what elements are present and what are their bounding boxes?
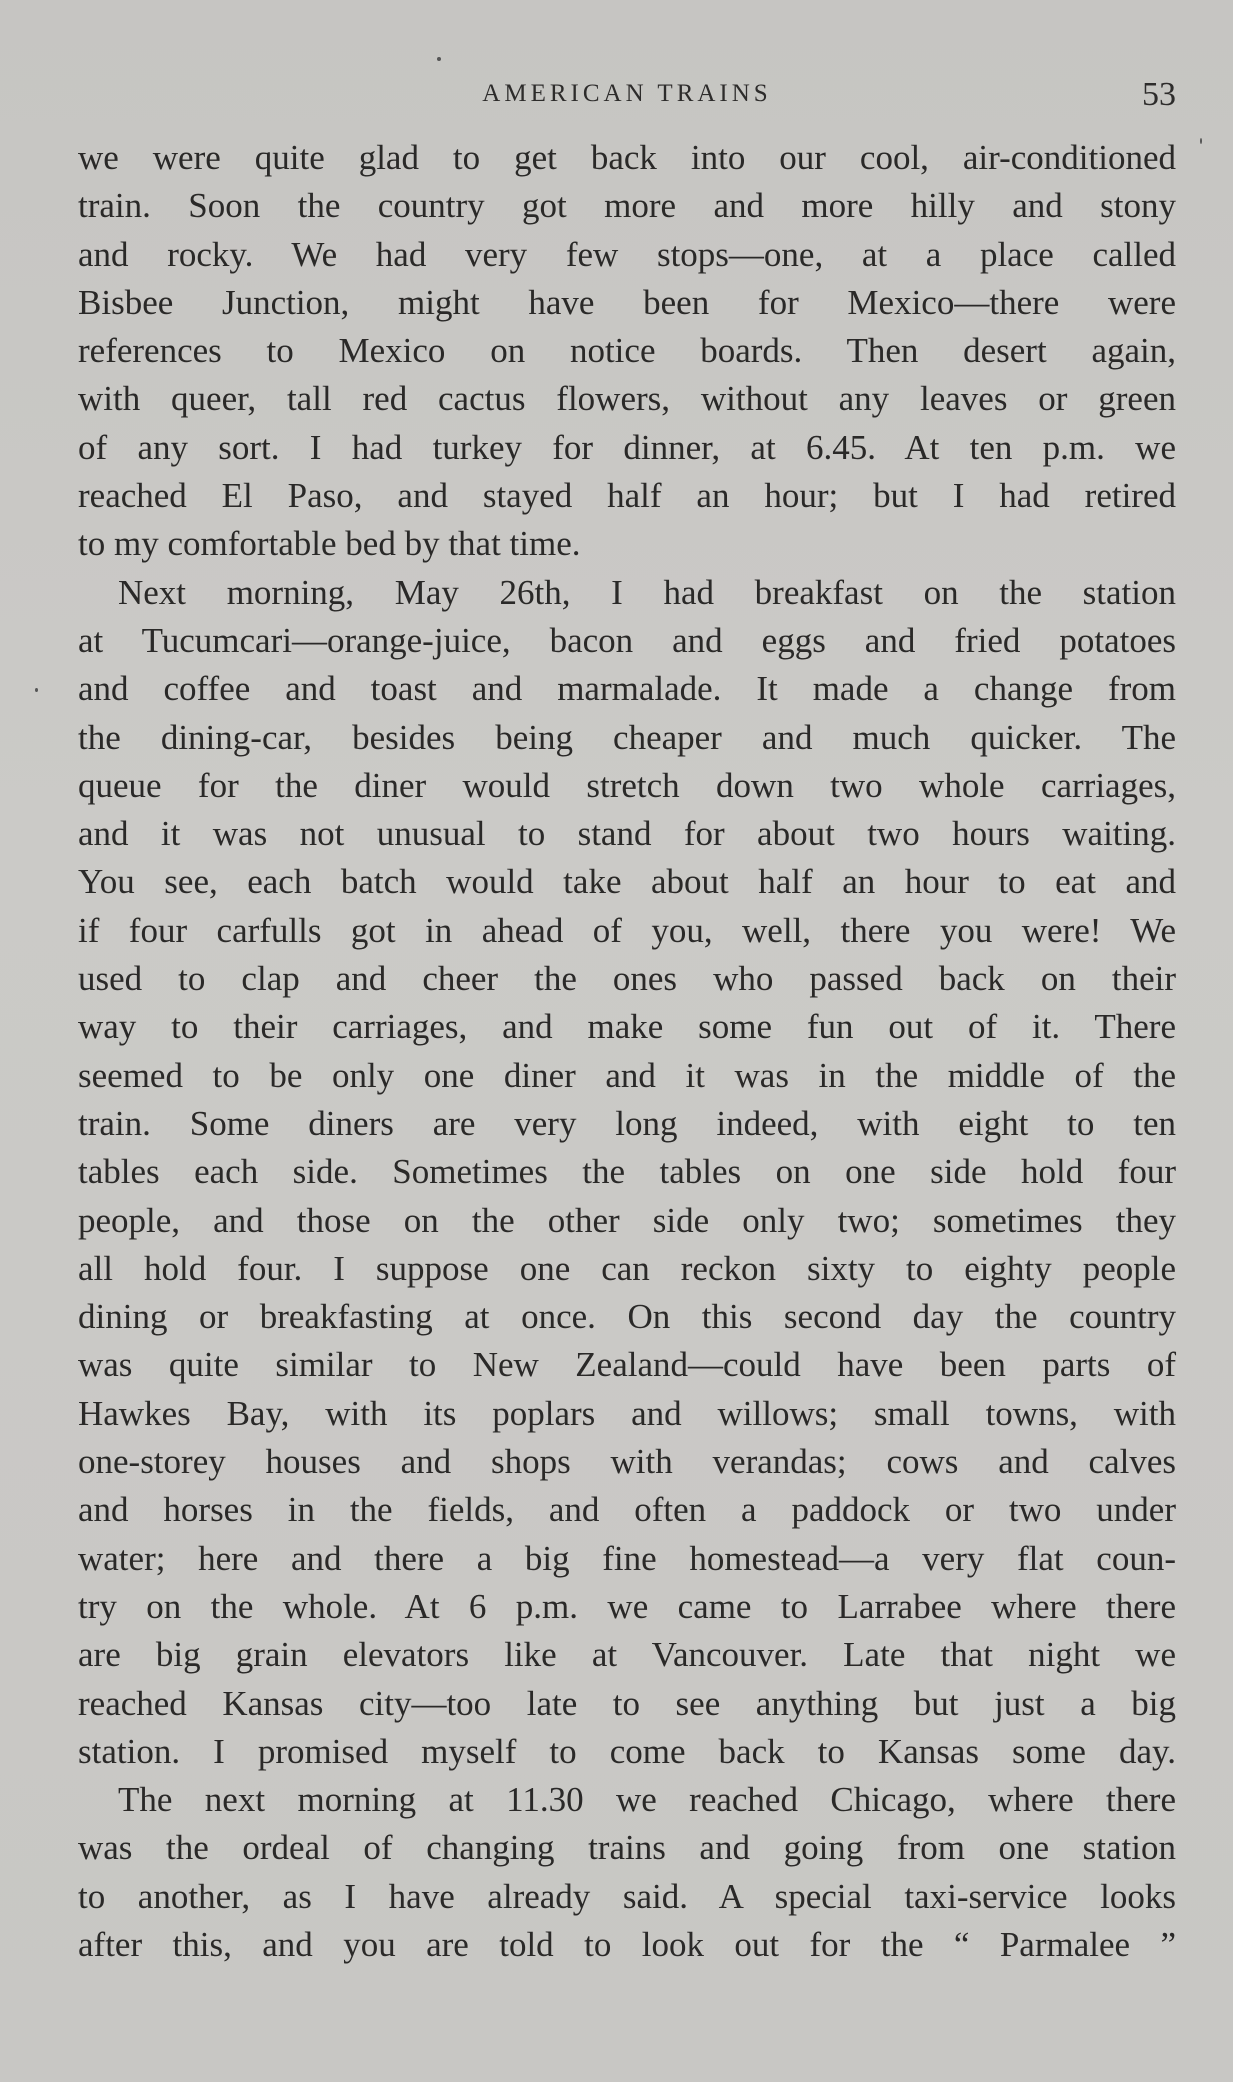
text-line: train. Soon the country got more and more hilly and stony (78, 186, 1176, 226)
text-line: The next morning at 11.30 we reached Chicago, where there (118, 1780, 1176, 1820)
text-line: to another, as I have already said. A special taxi-service looks (78, 1876, 1176, 1916)
text-line: was the ordeal of changing trains and going from one station (78, 1828, 1176, 1868)
text-line: all hold four. I suppose one can reckon sixty to eighty people (78, 1248, 1176, 1288)
text-line: of any sort. I had turkey for dinner, at 6.45. At ten p.m. we (78, 427, 1176, 467)
text-line: used to clap and cheer the ones who passed back on their (78, 959, 1176, 999)
text-line: if four carfulls got in ahead of you, well, there you were! We (78, 910, 1176, 950)
text-line: at Tucumcari—orange-juice, bacon and eggs and fried potatoes (78, 620, 1176, 660)
text-line: train. Some diners are very long indeed, with eight to ten (78, 1103, 1176, 1143)
page-header (78, 76, 1176, 120)
text-line: try on the whole. At 6 p.m. we came to Larrabee where there (78, 1586, 1176, 1626)
text-line: after this, and you are told to look out for the “ Parmalee ” (78, 1924, 1176, 1964)
body-text (78, 134, 1176, 1969)
text-line: with queer, tall red cactus flowers, without any leaves or green (78, 379, 1176, 419)
text-line: way to their carriages, and make some fun out of it. There (78, 1007, 1176, 1047)
paragraph-3 (78, 1776, 1176, 1969)
paragraph-1 (78, 134, 1176, 569)
paper-speck (35, 688, 38, 692)
text-line: one-storey houses and shops with verandas; cows and calves (78, 1442, 1176, 1482)
text-line: seemed to be only one diner and it was in the middle of the (78, 1055, 1176, 1095)
text-line: tables each side. Sometimes the tables on one side hold four (78, 1152, 1176, 1192)
paper-speck (437, 57, 441, 61)
text-line: Next morning, May 26th, I had breakfast on the station (118, 572, 1176, 612)
text-line: station. I promised myself to come back to Kansas some day. (78, 1731, 1176, 1771)
text-line: to my comfortable bed by that time. (78, 524, 581, 564)
page-number: 53 (1142, 76, 1176, 113)
text-line: dining or breakfasting at once. On this second day the country (78, 1297, 1176, 1337)
text-line: people, and those on the other side only two; sometimes they (78, 1200, 1176, 1240)
running-title: AMERICAN TRAINS (482, 80, 772, 107)
text-line: reached El Paso, and stayed half an hour; but I had retired (78, 476, 1176, 516)
text-line: You see, each batch would take about half an hour to eat and (78, 862, 1176, 902)
text-line: are big grain elevators like at Vancouver. Late that night we (78, 1635, 1176, 1675)
text-line: Bisbee Junction, might have been for Mexico—there were (78, 282, 1176, 322)
text-line: was quite similar to New Zealand—could have been parts of (78, 1345, 1176, 1385)
text-line: and horses in the fields, and often a paddock or two under (78, 1490, 1176, 1530)
paragraph-2 (78, 569, 1176, 1776)
text-line: Hawkes Bay, with its poplars and willows; small towns, with (78, 1393, 1176, 1433)
text-line: we were quite glad to get back into our cool, air-conditioned (78, 138, 1176, 177)
text-line: the dining-car, besides being cheaper and much quicker. The (78, 717, 1176, 757)
text-line: references to Mexico on notice boards. Then desert again, (78, 331, 1176, 371)
text-line: queue for the diner would stretch down two whole carriages, (78, 765, 1176, 805)
text-line: and rocky. We had very few stops—one, at a place called (78, 234, 1176, 274)
paper-speck (1200, 138, 1202, 144)
text-line: reached Kansas city—too late to see anything but just a big (78, 1683, 1176, 1723)
text-line: water; here and there a big fine homestead—a very flat coun- (78, 1538, 1176, 1578)
text-line: and coffee and toast and marmalade. It made a change from (78, 669, 1176, 709)
text-line: and it was not unusual to stand for about two hours waiting. (78, 814, 1176, 854)
